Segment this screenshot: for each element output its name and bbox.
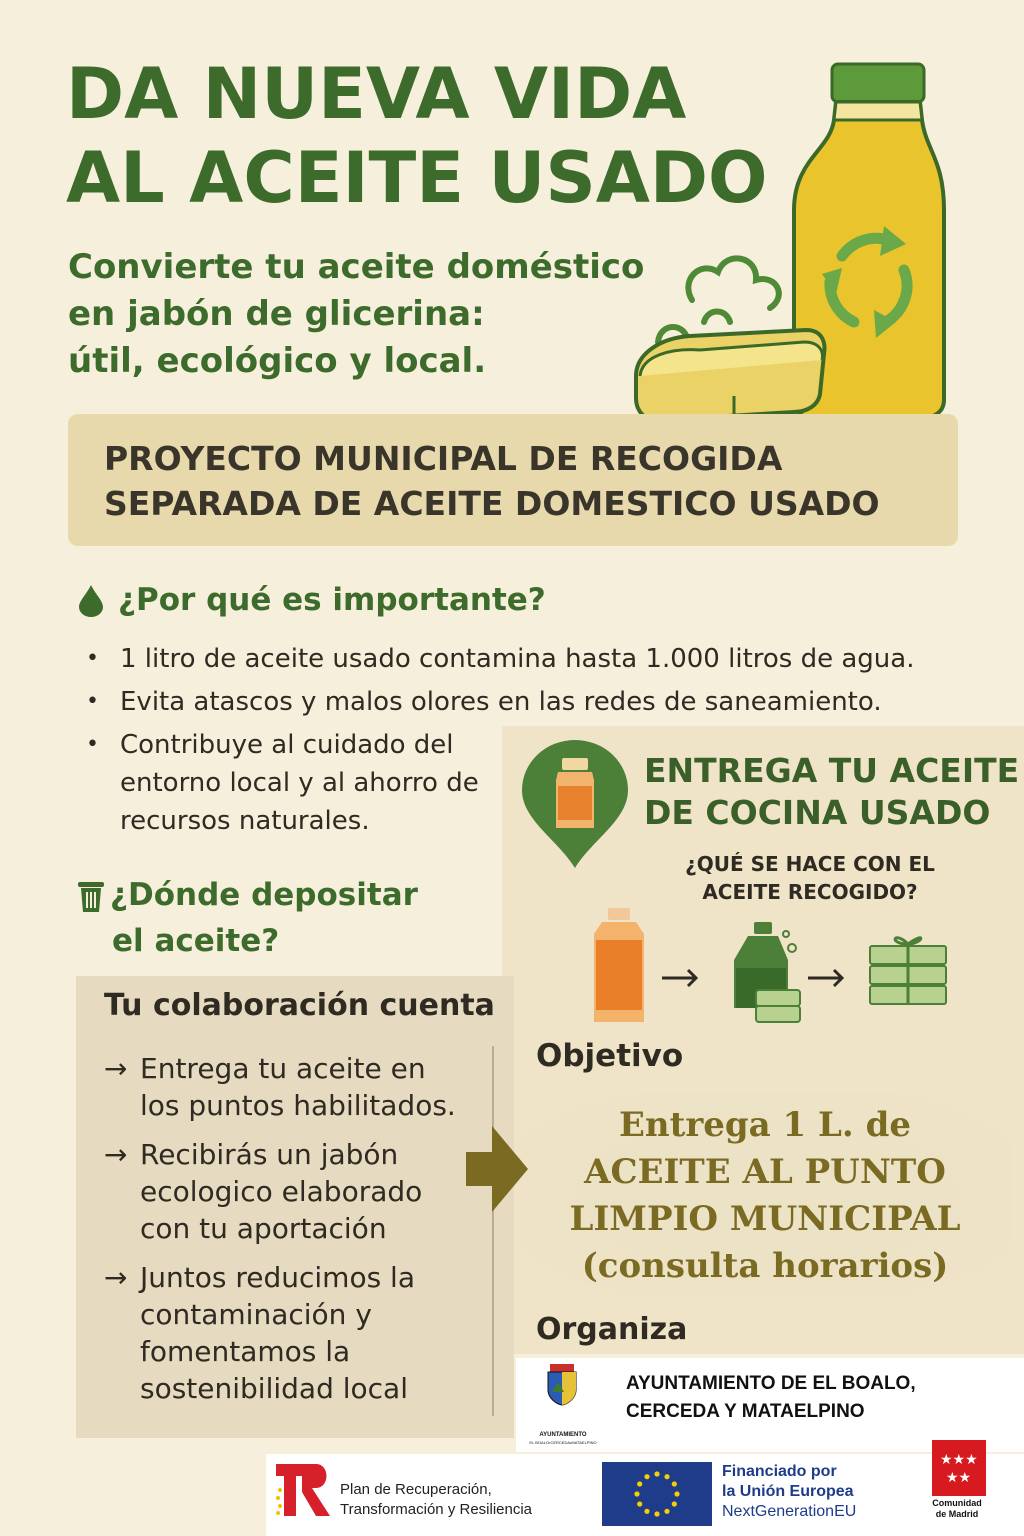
list-item: • Contribuye al cuidado del entorno local y al ahorro de recursos naturales.: [86, 730, 479, 836]
goal-text: Entrega 1 L. de ACEITE AL PUNTO LIMPIO MUNICIPAL (consulta horarios): [569, 1105, 961, 1286]
organiza-label: Organiza: [536, 1312, 688, 1347]
arrow-right-icon: →: [104, 1052, 128, 1085]
arrow-right-icon: [466, 1126, 530, 1212]
eu-star-icon: [644, 1509, 649, 1514]
organizer-name: AYUNTAMIENTO DE EL BOALO, CERCEDA Y MATAELPINO: [626, 1373, 916, 1422]
arrow-right-icon: →: [104, 1261, 128, 1294]
collab-title: Tu colaboración cuenta: [104, 988, 495, 1023]
bin-icon: [76, 878, 106, 914]
svg-text:★★★: ★★★: [940, 1452, 978, 1468]
entrega-title: ENTREGA TU ACEITE DE COCINA USADO: [644, 751, 1020, 832]
arrow-right-icon: →: [104, 1138, 128, 1171]
eu-star-icon: [672, 1501, 677, 1506]
prtr-logo-icon: [272, 1460, 336, 1520]
eu-star-icon: [672, 1481, 677, 1486]
prtr-text: Plan de Recuperación, Transformación y Resiliencia: [340, 1481, 533, 1518]
gift-soap-icon: [870, 938, 946, 1004]
eu-star-icon: [674, 1491, 679, 1496]
process-question: ¿QUÉ SE HACE CON EL ACEITE RECOGIDO?: [685, 852, 935, 904]
list-item: → Recibirás un jabón ecologico elaborado con tu aportación: [104, 1138, 423, 1245]
bottle-soap-illustration: [630, 60, 960, 430]
eu-star-icon: [637, 1481, 642, 1486]
collab-list: [104, 1050, 484, 1419]
where-heading: ¿Dónde depositar el aceite?: [76, 872, 476, 964]
map-pin-bottle-icon: [518, 740, 632, 870]
oil-bottle-icon: [594, 908, 644, 1022]
process-diagram: [588, 904, 958, 1030]
eu-star-icon: [644, 1474, 649, 1479]
list-item: • Evita atascos y malos olores en las redes de saneamiento.: [86, 687, 882, 717]
coat-of-arms-icon: [544, 1362, 580, 1406]
eu-star-icon: [634, 1491, 639, 1496]
divider: [492, 1046, 494, 1416]
project-title: PROYECTO MUNICIPAL DE RECOGIDA SEPARADA DE ACEITE DOMESTICO USADO: [104, 439, 880, 523]
eu-funding-text: Financiado por la Unión Europea NextGenerationEU: [722, 1463, 857, 1520]
comunidad-madrid-text: Comunidad de Madrid: [932, 1498, 982, 1519]
objetivo-label: Objetivo: [536, 1038, 684, 1074]
ayuntamiento-logo-text: AYUNTAMIENTO EL BOALO•CERCEDA•MATAELPINO: [529, 1432, 597, 1445]
drop-icon: [78, 583, 104, 617]
subtitle: Convierte tu aceite doméstico en jabón de glicerina: útil, ecológico y local.: [68, 247, 645, 381]
eu-flag-icon: [602, 1462, 712, 1526]
list-item: • 1 litro de aceite usado contamina hasta 1.000 litros de agua.: [86, 644, 915, 674]
eu-star-icon: [664, 1474, 669, 1479]
svg-text:★★: ★★: [946, 1470, 972, 1486]
arrow-right-icon: [662, 970, 696, 986]
list-item: → Entrega tu aceite en los puntos habilitados.: [104, 1052, 456, 1122]
eu-star-icon: [664, 1509, 669, 1514]
eu-star-icon: [654, 1511, 659, 1516]
soap-bottle-icon: [734, 922, 800, 1022]
list-item: → Juntos reducimos la contaminación y fomentamos la sostenibilidad local: [104, 1261, 415, 1405]
eu-star-icon: [654, 1471, 659, 1476]
why-heading: ¿Por qué es importante?: [78, 582, 546, 618]
arrow-right-icon: [808, 970, 842, 986]
eu-star-icon: [637, 1501, 642, 1506]
comunidad-madrid-flag-icon: [932, 1440, 986, 1496]
main-title: DA NUEVA VIDA AL ACEITE USADO: [66, 53, 768, 219]
